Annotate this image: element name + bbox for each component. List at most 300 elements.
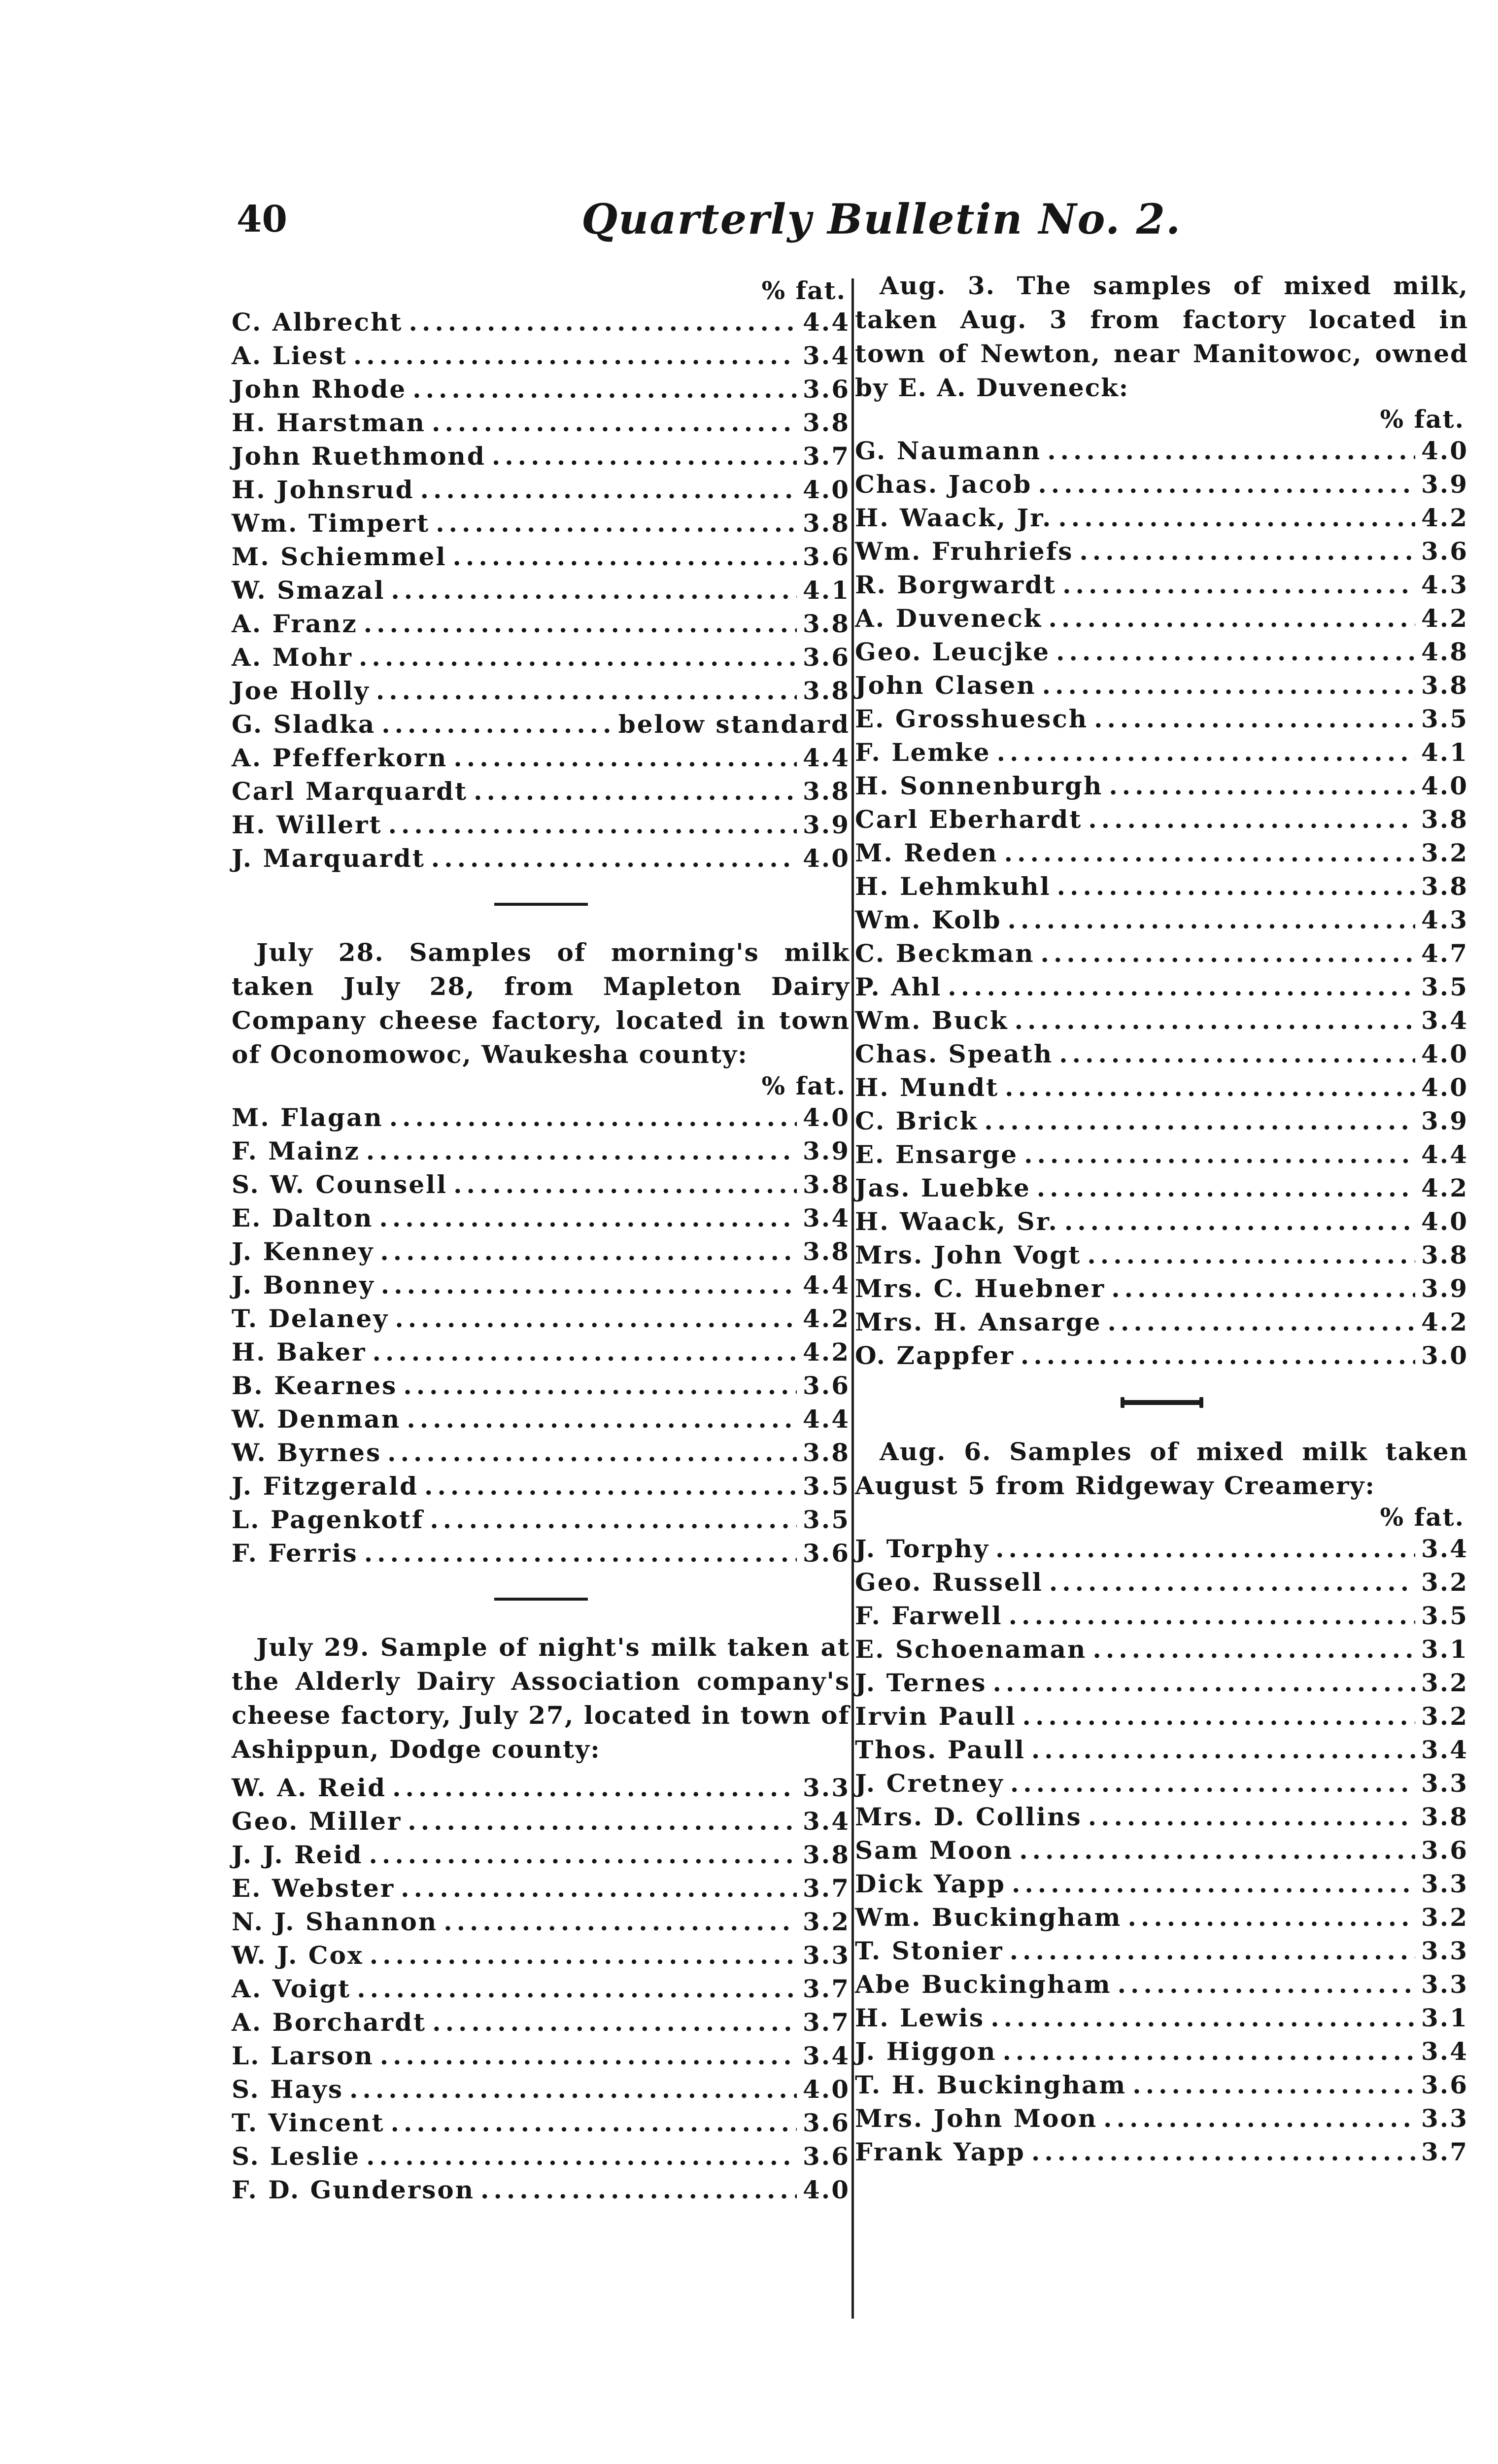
section-intro: Aug. 3. The samples of mixed milk, taken Aug. 3 from factory located in town of Newton, near Manitowoc, owned by E. A. Duveneck: xyxy=(855,271,1468,402)
producer-name: P. Ahl xyxy=(855,972,942,1001)
fat-value: 3.6 xyxy=(803,2142,850,2171)
fat-value: 3.8 xyxy=(803,1237,850,1266)
table-row xyxy=(232,2173,850,2207)
producer-name: S. Hays xyxy=(232,2075,343,2104)
dot-leader xyxy=(1004,836,1415,870)
dot-leader xyxy=(1042,669,1415,702)
table-row xyxy=(232,741,850,775)
dot-leader xyxy=(1079,535,1415,568)
fat-value: 3.9 xyxy=(1421,1106,1468,1135)
dot-leader xyxy=(370,1939,797,1972)
fat-value: 4.0 xyxy=(803,844,850,873)
dot-leader xyxy=(373,1335,797,1369)
fat-value: 3.4 xyxy=(1421,1534,1468,1563)
dot-leader xyxy=(1008,903,1415,937)
dot-leader xyxy=(366,2140,797,2173)
dot-leader xyxy=(1108,1305,1415,1339)
fat-value: 3.4 xyxy=(803,1807,850,1836)
fat-value: 3.2 xyxy=(1421,838,1468,867)
table-row xyxy=(232,2006,850,2039)
dot-leader xyxy=(389,1101,797,1134)
producer-name: E. Schoenaman xyxy=(855,1635,1087,1664)
fat-value: 4.8 xyxy=(1421,637,1468,666)
dot-leader xyxy=(492,440,797,473)
table-row xyxy=(855,1171,1468,1205)
table-row xyxy=(855,1566,1468,1599)
dot-leader xyxy=(432,2006,797,2039)
fat-value: 3.5 xyxy=(1421,704,1468,733)
fat-value: 3.6 xyxy=(803,542,850,571)
fat-value: 3.4 xyxy=(803,2041,850,2070)
producer-name: T. Delaney xyxy=(232,1304,389,1333)
fat-value: 3.7 xyxy=(803,2008,850,2037)
table-row xyxy=(855,1004,1468,1037)
fat-value: 4.2 xyxy=(803,1337,850,1367)
table-row xyxy=(232,607,850,641)
fat-column-header: % fat. xyxy=(1380,405,1464,434)
table-row xyxy=(855,568,1468,602)
fat-value: 4.0 xyxy=(1421,1207,1468,1236)
fat-value: 3.6 xyxy=(803,375,850,404)
table-row xyxy=(855,1238,1468,1272)
fat-value: 3.9 xyxy=(803,1136,850,1165)
table-row xyxy=(232,1939,850,1972)
dot-leader xyxy=(990,2001,1415,2035)
fat-value: 3.3 xyxy=(803,1941,850,1970)
table-row xyxy=(232,842,850,875)
producer-name: Jas. Luebke xyxy=(855,1173,1031,1202)
table-row xyxy=(232,1335,850,1369)
dot-leader xyxy=(364,1537,797,1570)
fat-value: 3.2 xyxy=(1421,1668,1468,1697)
dot-leader xyxy=(1005,1071,1415,1104)
fat-value: 4.1 xyxy=(1421,738,1468,767)
fat-value: 4.0 xyxy=(1421,436,1468,465)
dot-leader xyxy=(1132,2068,1415,2102)
dot-leader xyxy=(1059,1037,1415,1071)
table-row xyxy=(232,775,850,808)
table-row xyxy=(855,2135,1468,2169)
page-number: 40 xyxy=(237,198,287,240)
dot-leader xyxy=(412,373,797,406)
producer-name: W. J. Cox xyxy=(232,1941,364,1970)
table-row xyxy=(855,1867,1468,1901)
dot-leader xyxy=(1118,1968,1415,2001)
table-row xyxy=(855,2001,1468,2035)
table-row xyxy=(855,2102,1468,2135)
dot-leader xyxy=(1021,1339,1415,1372)
producer-name: N. J. Shannon xyxy=(232,1907,438,1936)
table-row xyxy=(855,1037,1468,1071)
table-row xyxy=(232,306,850,339)
dot-leader xyxy=(376,674,797,708)
dot-leader xyxy=(380,2039,797,2073)
table-row xyxy=(232,641,850,674)
dot-leader xyxy=(408,1805,797,1838)
dot-leader xyxy=(407,1403,797,1436)
dot-leader xyxy=(948,970,1415,1004)
producer-name: M. Flagan xyxy=(232,1103,383,1132)
dot-leader xyxy=(1056,635,1415,669)
table-row xyxy=(232,2140,850,2173)
table-row xyxy=(855,1666,1468,1700)
dot-leader xyxy=(409,306,797,339)
dot-leader xyxy=(420,473,797,507)
fat-value: 3.2 xyxy=(803,1907,850,1936)
dot-leader xyxy=(1092,1633,1415,1666)
fat-value: below standard xyxy=(618,710,850,739)
dot-leader xyxy=(1094,702,1415,736)
section-intro: Aug. 6. Samples of mixed milk taken August 5 from Ridgeway Creamery: xyxy=(855,1437,1468,1500)
dot-leader xyxy=(364,607,797,641)
producer-name: W. A. Reid xyxy=(232,1773,387,1802)
table-row xyxy=(232,373,850,406)
producer-name: A. Borchardt xyxy=(232,2008,427,2037)
ridgeway-section xyxy=(855,1435,1468,2169)
fat-value: 3.5 xyxy=(1421,972,1468,1001)
fat-value: 3.2 xyxy=(1421,1903,1468,1932)
fat-value: 3.2 xyxy=(1421,1702,1468,1731)
producer-name: T. Stonier xyxy=(855,1936,1004,1965)
producer-name: A. Voigt xyxy=(232,1974,351,2003)
section-divider xyxy=(494,903,588,906)
table-row xyxy=(232,540,850,574)
table-row xyxy=(855,535,1468,568)
producer-name: J. J. Reid xyxy=(232,1840,363,1869)
dot-leader xyxy=(436,507,797,540)
fat-value: 4.2 xyxy=(803,1304,850,1333)
producer-name: John Rhode xyxy=(232,375,407,404)
dot-leader xyxy=(1009,1599,1415,1633)
page-header xyxy=(237,187,1498,271)
fat-column-header: % fat. xyxy=(761,1071,846,1100)
dot-leader xyxy=(366,1134,797,1168)
producer-name: G. Naumann xyxy=(855,436,1042,465)
producer-name: Mrs. C. Huebner xyxy=(855,1274,1106,1303)
table-row xyxy=(855,1305,1468,1339)
producer-name: Joe Holly xyxy=(232,676,370,705)
fat-value: 4.4 xyxy=(803,1404,850,1434)
producer-name: Frank Yapp xyxy=(855,2137,1025,2166)
table-row xyxy=(232,674,850,708)
producer-name: A. Pfefferkorn xyxy=(232,743,448,772)
producer-name: Chas. Jacob xyxy=(855,470,1032,499)
fat-value: 3.6 xyxy=(1421,1836,1468,1865)
table-row xyxy=(232,1101,850,1134)
producer-name: Geo. Leucjke xyxy=(855,637,1051,666)
newton-section xyxy=(855,269,1468,1372)
table-row xyxy=(232,1201,850,1235)
producer-name: O. Zappfer xyxy=(855,1341,1015,1370)
producer-name: A. Mohr xyxy=(232,643,353,672)
producer-name: J. Ternes xyxy=(855,1668,987,1697)
fat-value: 3.1 xyxy=(1421,2003,1468,2032)
dot-leader xyxy=(1057,870,1415,903)
fat-value: 3.3 xyxy=(1421,1936,1468,1965)
fat-value: 3.7 xyxy=(803,1974,850,2003)
table-row xyxy=(855,602,1468,635)
dot-leader xyxy=(1038,468,1415,501)
table-row xyxy=(232,1134,850,1168)
dot-leader xyxy=(453,540,797,574)
fat-value: 3.6 xyxy=(803,643,850,672)
fat-value: 4.0 xyxy=(1421,771,1468,800)
dot-leader xyxy=(432,406,797,440)
dot-leader xyxy=(380,1235,797,1268)
fat-value: 4.7 xyxy=(1421,939,1468,968)
dot-leader xyxy=(381,708,613,741)
producer-name: J. Higgon xyxy=(855,2037,997,2066)
table-row xyxy=(855,1700,1468,1733)
fat-value: 3.9 xyxy=(1421,1274,1468,1303)
table-row xyxy=(855,702,1468,736)
dot-leader xyxy=(369,1838,797,1872)
table-row xyxy=(232,1771,850,1805)
fat-value: 4.3 xyxy=(1421,570,1468,599)
fat-value: 3.7 xyxy=(803,442,850,471)
table-row xyxy=(855,1901,1468,1934)
fat-value: 3.7 xyxy=(803,1874,850,1903)
producer-name: John Ruethmond xyxy=(232,442,486,471)
fat-value: 3.6 xyxy=(803,2108,850,2137)
dot-leader xyxy=(453,1168,797,1201)
dot-leader xyxy=(1087,1238,1415,1272)
table-row xyxy=(855,1071,1468,1104)
fat-value: 3.3 xyxy=(1421,1970,1468,1999)
producer-name: Abe Buckingham xyxy=(855,1970,1112,1999)
dot-leader xyxy=(392,1771,797,1805)
fat-value: 3.8 xyxy=(1421,671,1468,700)
fat-value: 3.4 xyxy=(1421,2037,1468,2066)
fat-value: 3.3 xyxy=(1421,1769,1468,1798)
section-intro: July 29. Sample of night's milk taken at the Alderly Dairy Association company's cheese factory, July 27, located in town of Ashippun, Dodge county: xyxy=(232,1633,850,1764)
table-row xyxy=(855,1599,1468,1633)
producer-name: J. Bonney xyxy=(232,1270,375,1300)
producer-name: Mrs. D. Collins xyxy=(855,1802,1082,1831)
dot-leader xyxy=(395,1302,797,1335)
table-row xyxy=(232,440,850,473)
dot-leader xyxy=(1041,937,1415,970)
alderly-section xyxy=(232,1630,850,2207)
table-row xyxy=(855,434,1468,468)
fat-value: 3.4 xyxy=(1421,1006,1468,1035)
table-row xyxy=(855,803,1468,836)
fat-value: 4.2 xyxy=(1421,1173,1468,1202)
list-rows xyxy=(855,434,1468,1372)
table-row xyxy=(855,1733,1468,1767)
table-row xyxy=(855,1968,1468,2001)
fat-value: 3.8 xyxy=(1421,1802,1468,1831)
dot-leader xyxy=(424,1470,797,1503)
fat-value: 3.8 xyxy=(803,408,850,437)
fat-value: 4.4 xyxy=(803,1270,850,1300)
dot-leader xyxy=(1111,1272,1415,1305)
fat-value: 3.5 xyxy=(803,1472,850,1501)
producer-name: Irvin Paull xyxy=(855,1702,1017,1731)
dot-leader xyxy=(1010,1934,1415,1968)
table-row xyxy=(855,1767,1468,1800)
fat-value: 4.0 xyxy=(803,1103,850,1132)
producer-name: B. Kearnes xyxy=(232,1371,398,1400)
fat-value: 4.0 xyxy=(1421,1073,1468,1102)
dot-leader xyxy=(401,1872,797,1905)
dot-leader xyxy=(474,775,797,808)
producer-name: Mrs. John Vogt xyxy=(855,1240,1082,1269)
table-row xyxy=(232,1436,850,1470)
fat-value: 4.0 xyxy=(803,475,850,504)
running-title: Quarterly Bulletin No. 2. xyxy=(581,195,1182,243)
producer-name: E. Webster xyxy=(232,1874,395,1903)
producer-name: J. Fitzgerald xyxy=(232,1472,419,1501)
dot-leader xyxy=(1088,803,1415,836)
dot-leader xyxy=(480,2173,797,2207)
fat-value: 4.4 xyxy=(803,743,850,772)
table-row xyxy=(855,468,1468,501)
producer-name: Mrs. John Moon xyxy=(855,2104,1098,2133)
fat-value: 3.5 xyxy=(803,1505,850,1534)
producer-name: H. Harstman xyxy=(232,408,426,437)
fat-value: 4.0 xyxy=(803,2075,850,2104)
table-row xyxy=(855,2068,1468,2102)
dot-leader xyxy=(1010,1767,1415,1800)
dot-leader xyxy=(1047,434,1415,468)
section-intro: July 28. Samples of morning's milk taken July 28, from Mapleton Dairy Company cheese factory, located in town of Oconomowoc, Waukesha county: xyxy=(232,938,850,1069)
table-row xyxy=(855,1104,1468,1138)
producer-name: H. Waack, Jr. xyxy=(855,503,1053,532)
fat-value: 3.8 xyxy=(1421,1240,1468,1269)
producer-name: F. Farwell xyxy=(855,1601,1003,1630)
table-row xyxy=(232,808,850,842)
table-row xyxy=(232,1235,850,1268)
fat-value: 3.8 xyxy=(803,1840,850,1869)
fat-value: 3.4 xyxy=(1421,1735,1468,1764)
fat-column-header: % fat. xyxy=(1380,1503,1464,1532)
table-row xyxy=(232,1403,850,1436)
dot-leader xyxy=(349,2073,797,2106)
producer-name: C. Beckman xyxy=(855,939,1035,968)
fat-value: 3.9 xyxy=(803,810,850,839)
fat-value: 3.8 xyxy=(803,1170,850,1199)
table-row xyxy=(855,836,1468,870)
producer-name: Sam Moon xyxy=(855,1836,1014,1865)
dot-leader xyxy=(357,1972,797,2006)
fat-value: 4.4 xyxy=(1421,1140,1468,1169)
dot-leader xyxy=(381,1268,797,1302)
dot-leader xyxy=(1048,602,1415,635)
dot-leader xyxy=(1002,2035,1415,2068)
dot-leader xyxy=(1049,1566,1415,1599)
left-column xyxy=(232,276,850,2207)
dot-leader xyxy=(391,2106,797,2140)
table-row xyxy=(232,1369,850,1403)
producer-name: H. Sonnenburgh xyxy=(855,771,1103,800)
table-row xyxy=(855,501,1468,535)
producer-name: F. D. Gunderson xyxy=(232,2175,475,2204)
producer-name: J. Kenney xyxy=(232,1237,374,1266)
producer-name: Wm. Fruhriefs xyxy=(855,537,1074,566)
producer-name: A. Franz xyxy=(232,609,358,638)
column-divider xyxy=(851,278,854,2319)
fat-value: 3.1 xyxy=(1421,1635,1468,1664)
producer-name: R. Borgwardt xyxy=(855,570,1057,599)
table-row xyxy=(232,574,850,607)
dot-leader xyxy=(1109,769,1415,803)
dot-leader xyxy=(1128,1901,1415,1934)
dot-leader xyxy=(1103,2102,1415,2135)
producer-name: S. W. Counsell xyxy=(232,1170,448,1199)
producer-name: Carl Eberhardt xyxy=(855,805,1083,834)
dot-leader xyxy=(993,1666,1415,1700)
table-row xyxy=(855,669,1468,702)
producer-name: John Clasen xyxy=(855,671,1036,700)
producer-name: F. Lemke xyxy=(855,738,991,767)
table-row xyxy=(855,1800,1468,1834)
producer-name: F. Mainz xyxy=(232,1136,360,1165)
producer-name: Dick Yapp xyxy=(855,1869,1006,1898)
producer-name: Thos. Paull xyxy=(855,1735,1025,1764)
producer-name: Wm. Buck xyxy=(855,1006,1009,1035)
producer-name: Wm. Kolb xyxy=(855,905,1002,934)
dot-leader xyxy=(1012,1867,1415,1901)
fat-value: 4.2 xyxy=(1421,503,1468,532)
producer-name: H. Lehmkuhl xyxy=(855,872,1051,901)
mapleton-section xyxy=(232,935,850,1570)
table-row xyxy=(232,1838,850,1872)
producer-name: A. Duveneck xyxy=(855,604,1043,633)
fat-value: 3.3 xyxy=(1421,2104,1468,2133)
fat-value: 3.5 xyxy=(1421,1601,1468,1630)
table-row xyxy=(232,1905,850,1939)
table-row xyxy=(855,736,1468,769)
table-row xyxy=(232,2039,850,2073)
section-divider xyxy=(494,1598,588,1601)
table-row xyxy=(855,1633,1468,1666)
producer-name: G. Sladka xyxy=(232,710,376,739)
producer-name: Geo. Miller xyxy=(232,1807,402,1836)
dot-leader xyxy=(1015,1004,1415,1037)
producer-name: W. Byrnes xyxy=(232,1438,382,1467)
right-column xyxy=(855,269,1468,2169)
table-row xyxy=(232,1805,850,1838)
fat-value: 3.4 xyxy=(803,341,850,370)
dot-leader xyxy=(995,1532,1415,1566)
producer-name: F. Ferris xyxy=(232,1539,358,1568)
producer-name: E. Grosshuesch xyxy=(855,704,1089,733)
fat-value: 4.2 xyxy=(1421,604,1468,633)
table-row xyxy=(232,473,850,507)
table-row xyxy=(855,2035,1468,2068)
table-row xyxy=(232,1537,850,1570)
producer-name: W. Denman xyxy=(232,1404,401,1434)
dot-leader xyxy=(1064,1205,1415,1238)
producer-name: T. Vincent xyxy=(232,2108,385,2137)
farmer-list-1 xyxy=(232,276,850,875)
fat-value: 3.8 xyxy=(803,1438,850,1467)
dot-leader xyxy=(430,1503,797,1537)
table-row xyxy=(232,1972,850,2006)
fat-value: 4.0 xyxy=(1421,1039,1468,1068)
fat-value: 3.6 xyxy=(803,1539,850,1568)
dot-leader xyxy=(1022,1700,1415,1733)
producer-name: H. Willert xyxy=(232,810,382,839)
fat-value: 4.1 xyxy=(803,576,850,605)
fat-value: 4.0 xyxy=(803,2175,850,2204)
producer-name: A. Liest xyxy=(232,341,347,370)
table-row xyxy=(855,970,1468,1004)
dot-leader xyxy=(387,1436,797,1470)
dot-leader xyxy=(359,641,797,674)
list-rows xyxy=(855,1532,1468,2169)
